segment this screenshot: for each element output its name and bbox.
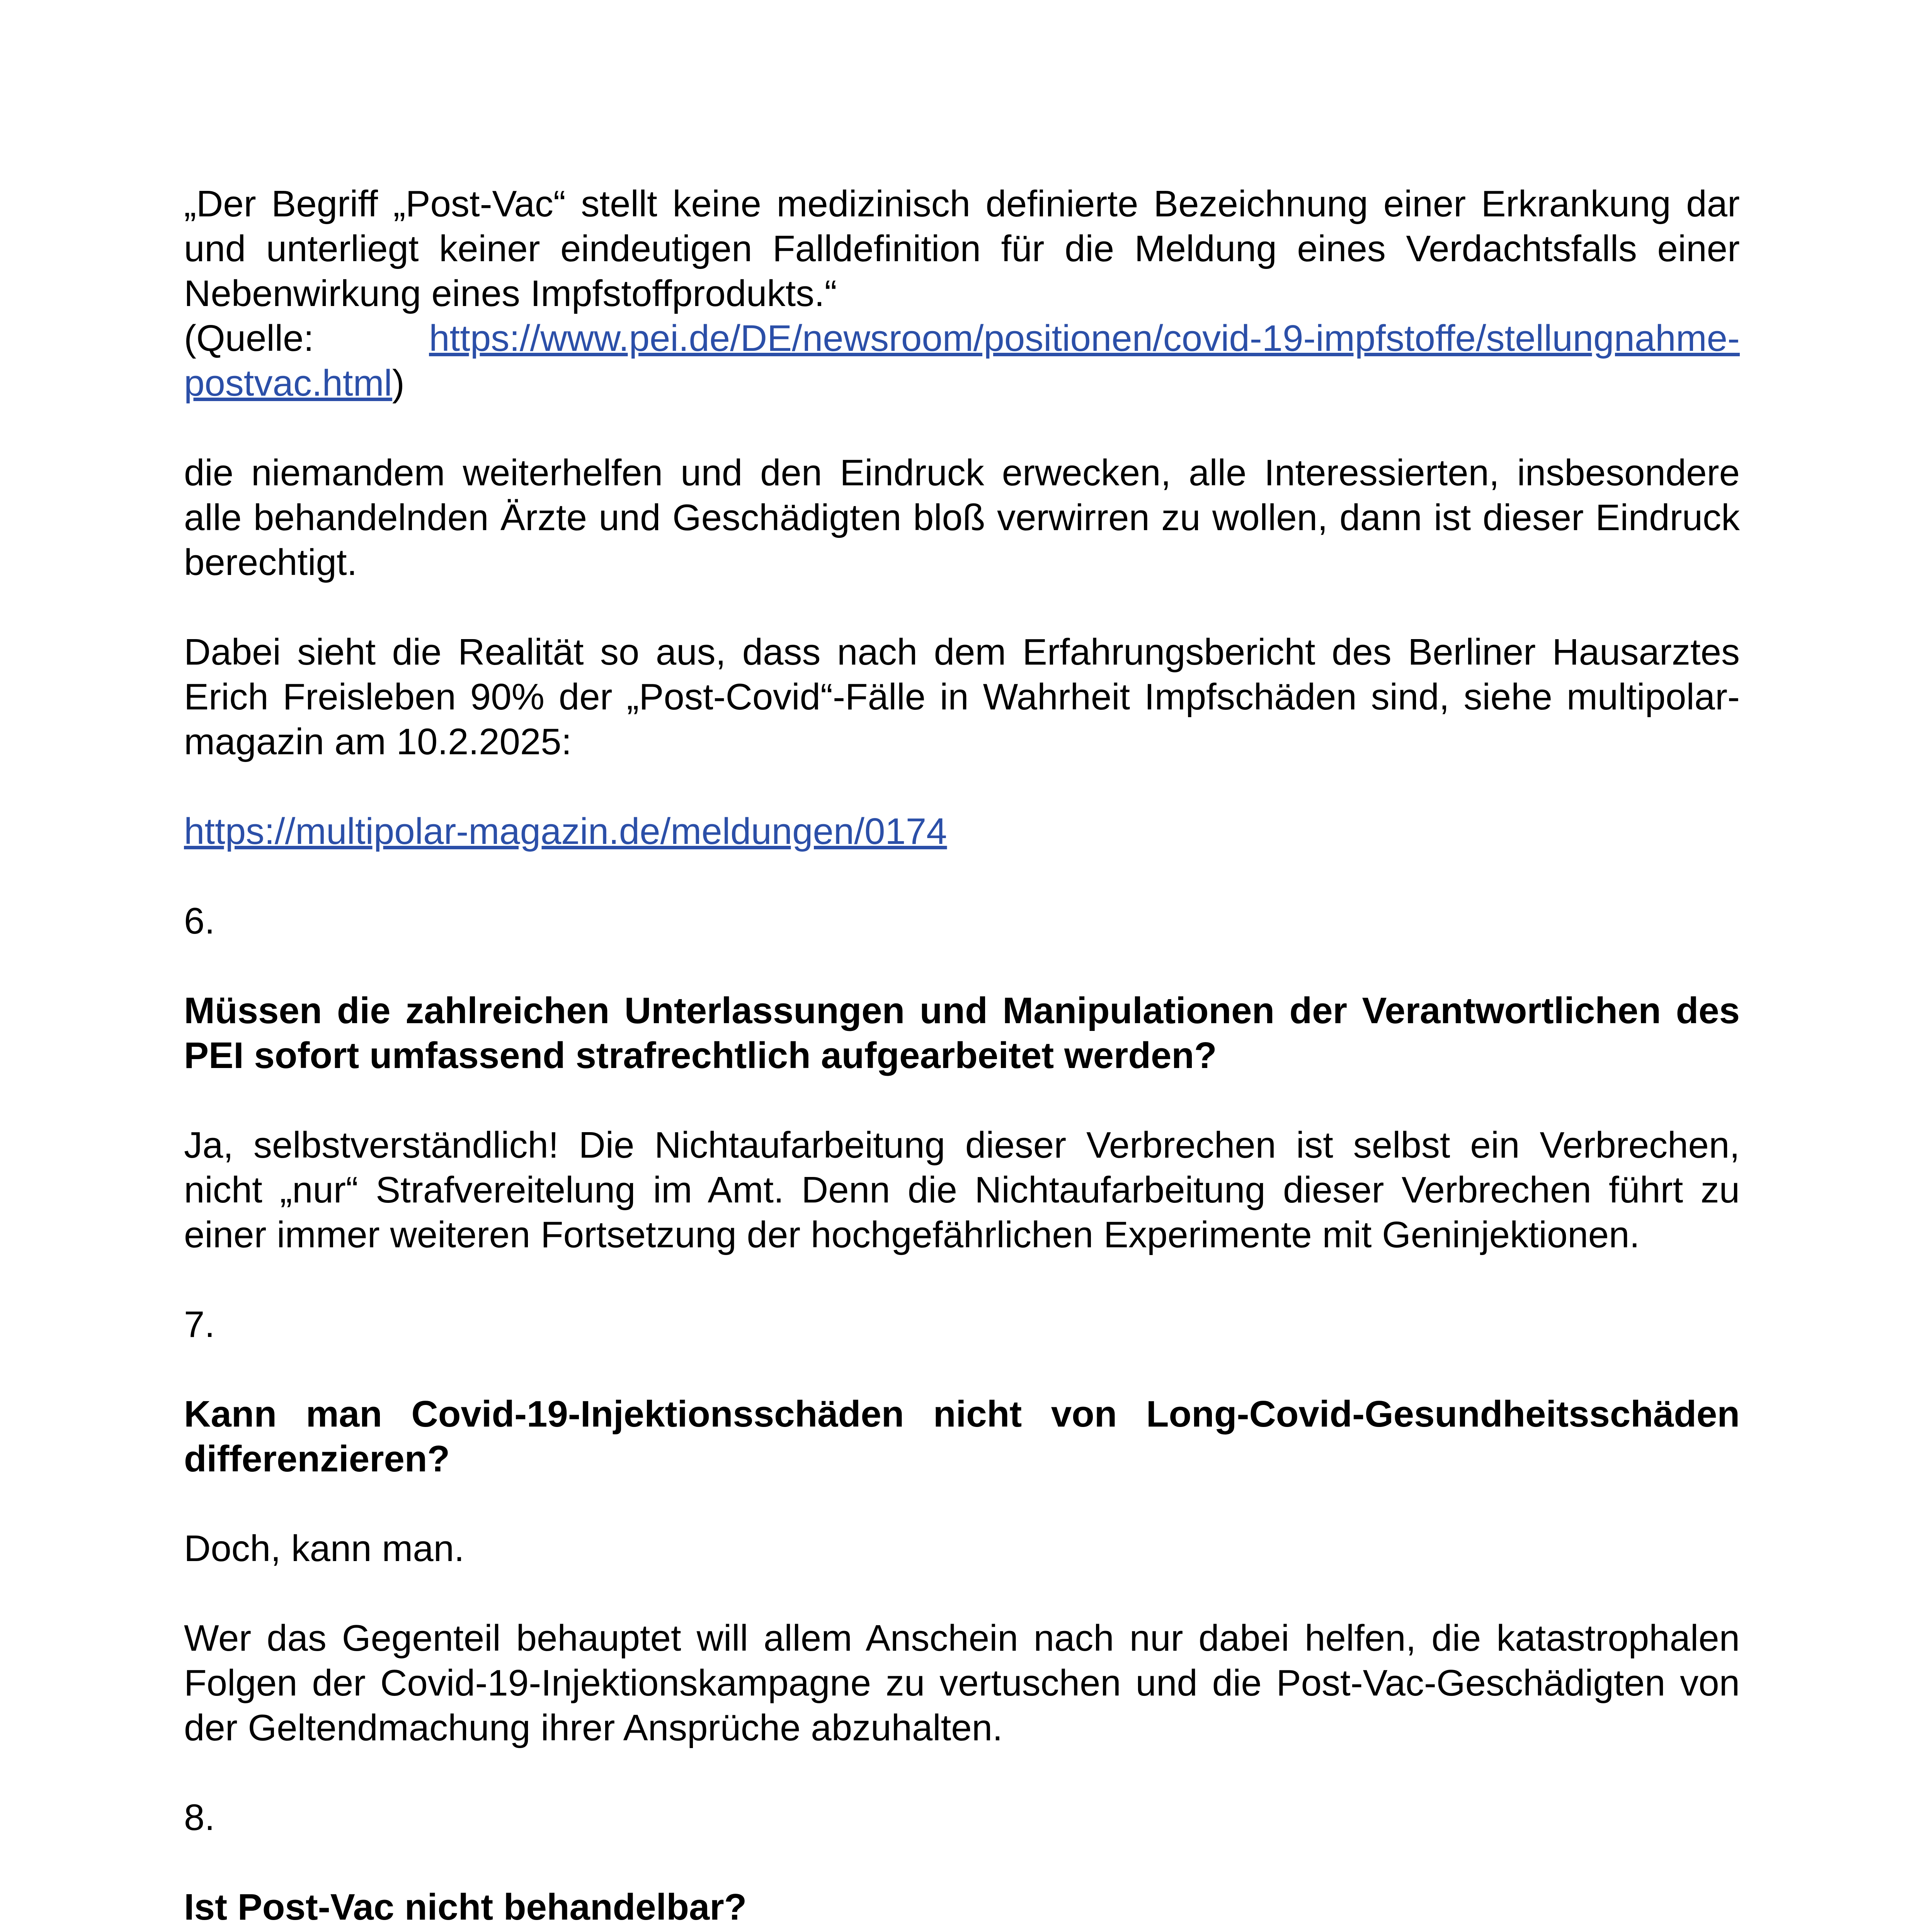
pei-quote: „Der Begriff „Post-Vac“ stellt keine medizinisch definierte Bezeichnung einer Erkrankung dar und unterliegt keiner eindeutigen Falldefinition für die Meldung eines Verdachtsfalls einer Nebenwirkung eines Impfstoffprodukts.“ [184,183,1740,314]
pei-source-link[interactable]: https://www.pei.de/DE/newsroom/positionen/covid-19-impfstoffe/stellungnahme- [429,318,1740,359]
section-answer: Doch, kann man. [184,1528,465,1569]
paragraph-reality: Dabei sieht die Realität so aus, dass nach dem Erfahrungsbericht des Berliner Hausarztes Erich Freisleben 90% der „Post-Covid“-Fälle in Wahrheit Impfschäden sind, siehe multipolar-magazin am 10.2.2025: [184,631,1740,762]
page-content [184,182,1740,1932]
quote-source-line-2 [184,361,1740,406]
section-answer: Wer das Gegenteil behauptet will allem Anschein nach nur dabei helfen, die katastrophalen Folgen der Covid-19-Injektionskampagne zu vertuschen und die Post-Vac-Geschädigten von der Geltendmachung ihrer Ansprüche abzuhalten. [184,1617,1740,1748]
pei-source-link-cont[interactable]: postvac.html [184,362,392,404]
multipolar-line [184,809,1740,854]
section-answer: Ja, selbstverständlich! Die Nichtaufarbeitung dieser Verbrechen ist selbst ein Verbrechen, nicht „nur“ Strafvereitelung im Amt. Denn die Nichtaufarbeitung dieser Verbrechen führt zu einer immer weiteren Fortsetzung der hochgefährlichen Experimente mit Geninjektionen. [184,1124,1740,1255]
section-number: 7. [184,1304,215,1345]
section-question: Müssen die zahlreichen Unterlassungen und Manipulationen der Verantwortlichen des PEI sofort umfassend strafrechtlich aufgearbeitet werden? [184,990,1740,1076]
source-prefix: (Quelle: [184,318,314,359]
section-question: Ist Post-Vac nicht behandelbar? [184,1886,747,1928]
source-suffix: ) [392,362,405,404]
section-question: Kann man Covid-19-Injektionsschäden nicht von Long-Covid-Gesundheitsschäden differenzieren? [184,1393,1740,1480]
section-number: 6. [184,900,215,942]
multipolar-link[interactable]: https://multipolar-magazin.de/meldungen/0174 [184,811,947,852]
section-number: 8. [184,1797,215,1838]
quote-source-line [184,316,1740,361]
paragraph-confusion: die niemandem weiterhelfen und den Eindruck erwecken, alle Interessierten, insbesondere alle behandelnden Ärzte und Geschädigten bloß verwirren zu wollen, dann ist dieser Eindruck berechtigt. [184,452,1740,583]
